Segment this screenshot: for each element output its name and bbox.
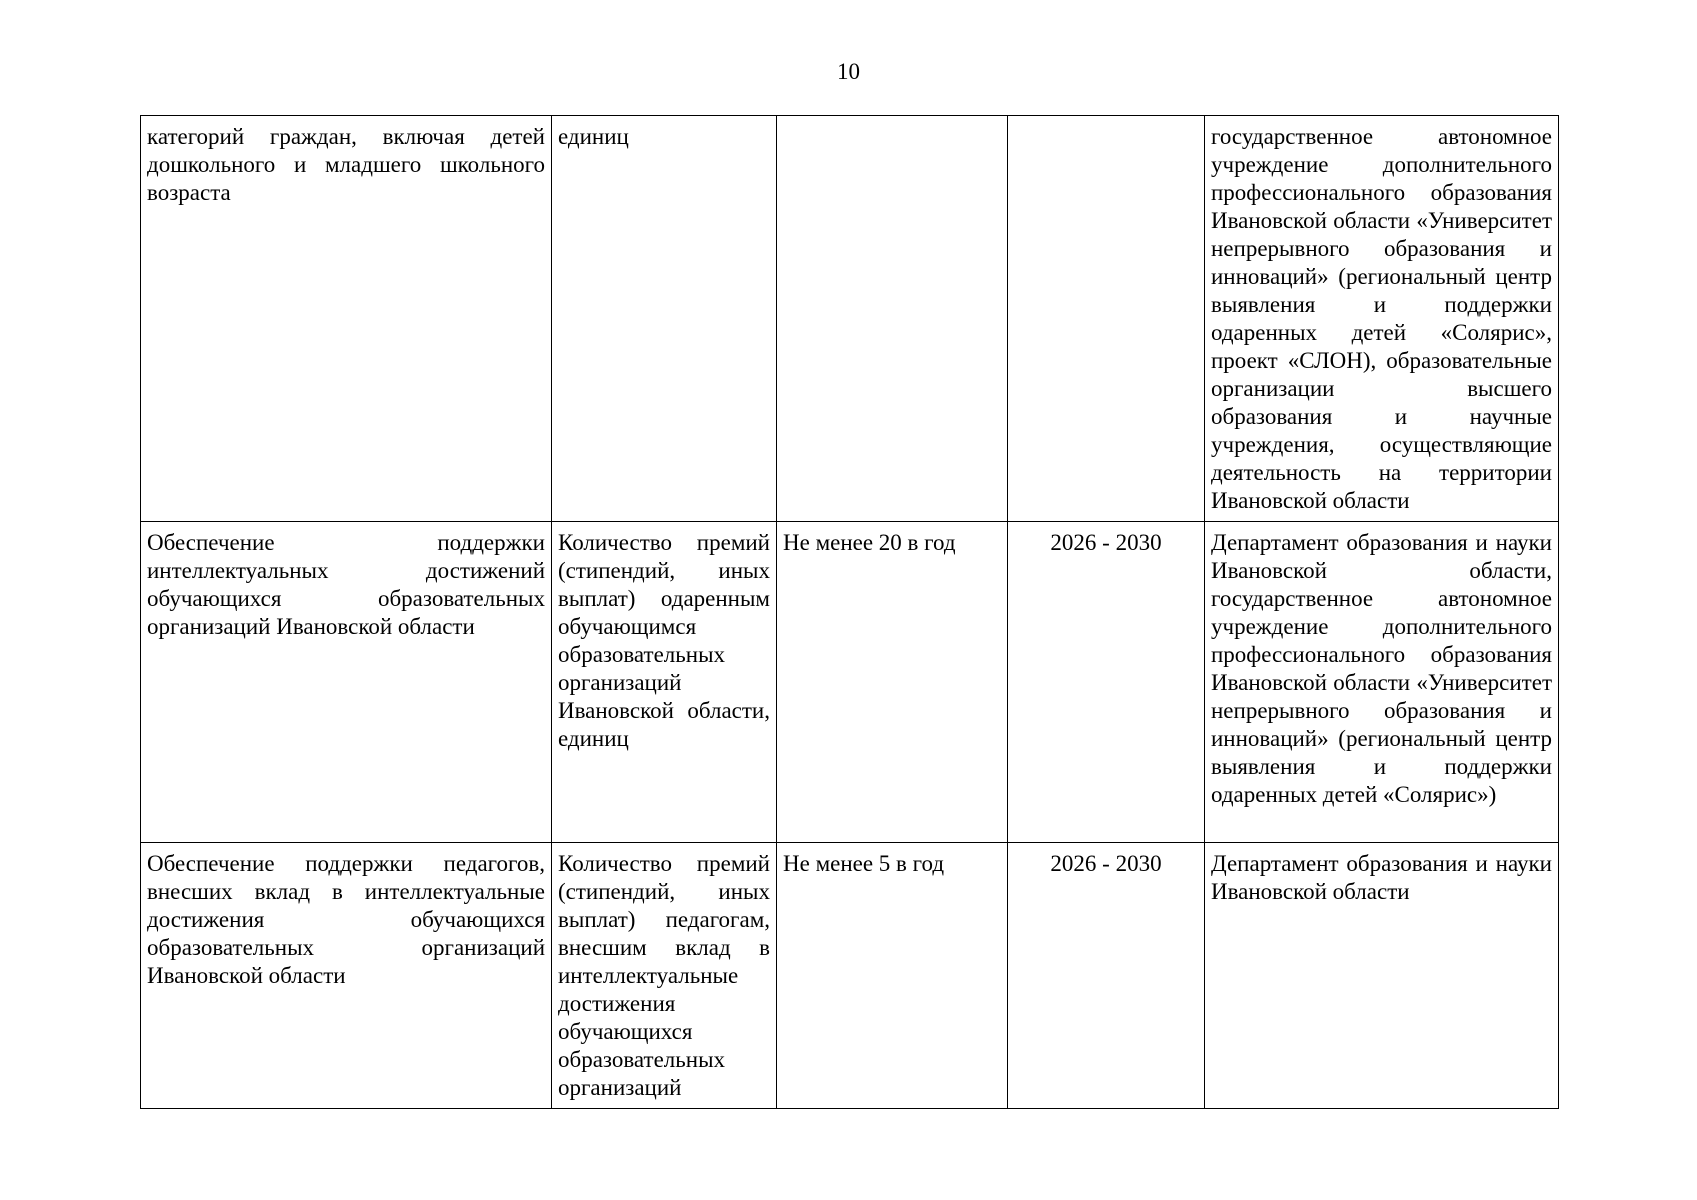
cell-indicator: Количество премий (стипендий, иных выплат) педагогам, внесшим вклад в интеллектуальные достижения обучающихся образовательных организаций [552, 843, 777, 1109]
cell-executor: государственное автономное учреждение дополнительного профессионального образования Ивановской области «Университет непрерывного образования и инноваций» (региональный центр выявления и поддержки одаренных детей «Солярис», проект «СЛОН), образовательные организации высшего образования и научные учреждения, осуществляющие деятельность на территории Ивановской области [1205, 116, 1559, 522]
table-row [141, 522, 1559, 843]
cell-period: 2026 - 2030 [1008, 843, 1205, 1109]
cell-target: Не менее 20 в год [777, 522, 1008, 843]
table-row [141, 843, 1559, 1109]
cell-activity: Обеспечение поддержки интеллектуальных достижений обучающихся образовательных организаций Ивановской области [141, 522, 552, 843]
cell-target [777, 116, 1008, 522]
measures-table [140, 115, 1559, 1109]
cell-period: 2026 - 2030 [1008, 522, 1205, 843]
cell-executor: Департамент образования и науки Ивановской области, государственное автономное учреждение дополнительного профессионального образования Ивановской области «Университет непрерывного образования и инноваций» (региональный центр выявления и поддержки одаренных детей «Солярис») [1205, 522, 1559, 843]
page-number: 10 [837, 59, 860, 84]
cell-indicator: единиц [552, 116, 777, 522]
cell-indicator: Количество премий (стипендий, иных выплат) одаренным обучающимся образовательных организаций Ивановской области, единиц [552, 522, 777, 843]
cell-period [1008, 116, 1205, 522]
cell-activity: категорий граждан, включая детей дошкольного и младшего школьного возраста [141, 116, 552, 522]
cell-activity: Обеспечение поддержки педагогов, внесших вклад в интеллектуальные достижения обучающихся образовательных организаций Ивановской области [141, 843, 552, 1109]
table-row [141, 116, 1559, 522]
cell-executor: Департамент образования и науки Ивановской области [1205, 843, 1559, 1109]
cell-target: Не менее 5 в год [777, 843, 1008, 1109]
